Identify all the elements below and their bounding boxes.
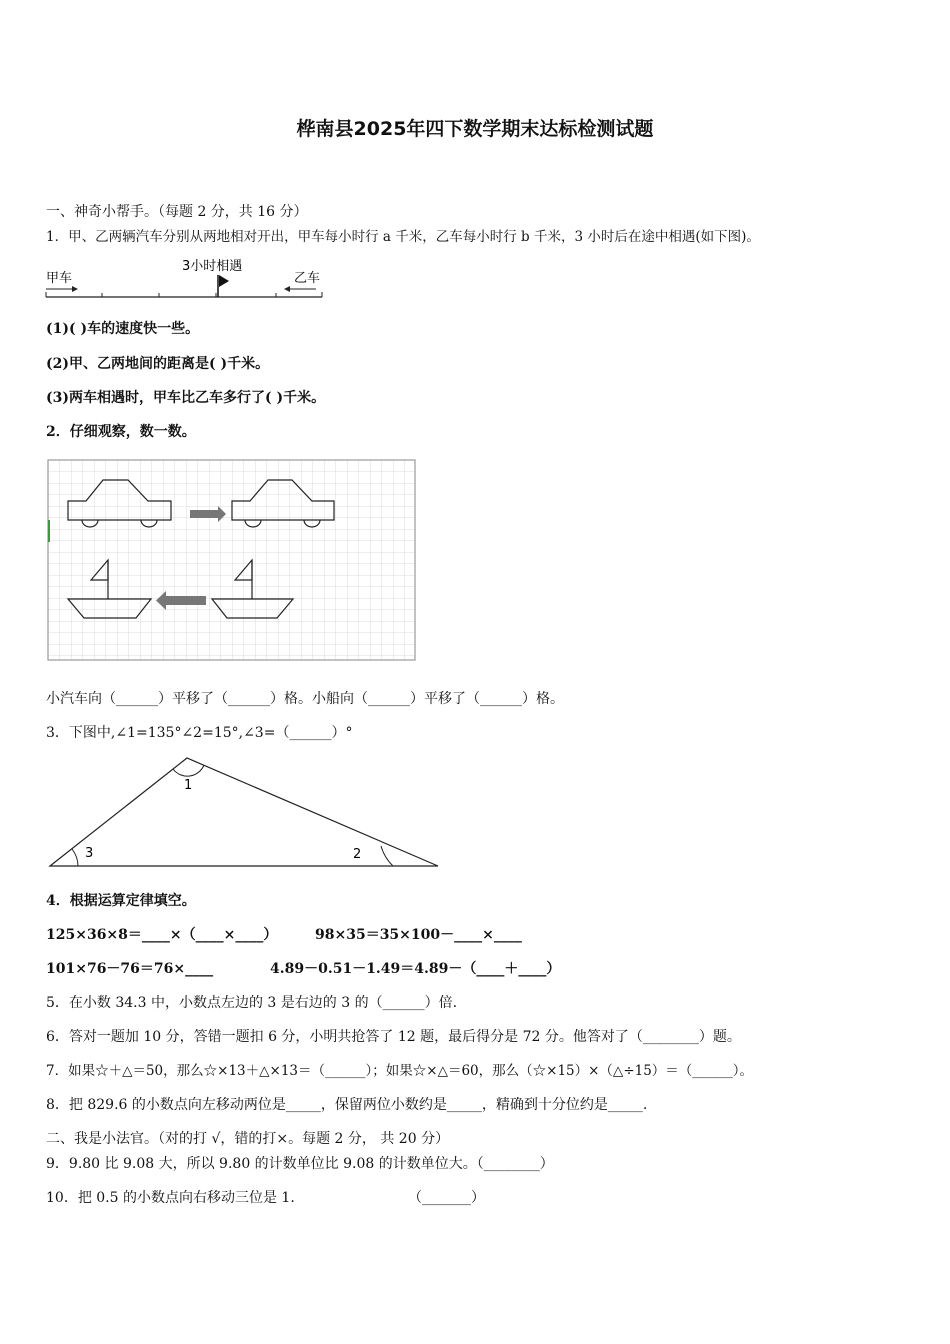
- page-title: 桦南县2025年四下数学期末达标检测试题: [296, 118, 654, 140]
- question-1-part-1: (1)( )车的速度快一些。: [46, 321, 200, 337]
- car-a-label: 甲车: [46, 271, 73, 286]
- question-2-answer: 小汽车向（______）平移了（______）格。小船向（______）平移了（______）格。: [46, 691, 564, 707]
- question-1-part-2: (2)甲、乙两地间的距离是( )千米。: [46, 356, 270, 372]
- question-8: 8．把 829.6 的小数点向左移动两位是_____，保留两位小数约是_____，精确到十分位约是_____.: [46, 1097, 648, 1113]
- question-4-row-1b: 98×35＝35×100－____×____: [315, 927, 522, 943]
- triangle-figure: [48, 756, 440, 868]
- section-2-heading: 二、我是小法官。（对的打 √，错的打×。每题 2 分， 共 20 分）: [46, 1131, 450, 1147]
- question-1-part-3: (3)两车相遇时，甲车比乙车多行了( )千米。: [46, 390, 326, 406]
- car-b-label: 乙车: [294, 271, 321, 286]
- meeting-diagram: [44, 255, 334, 305]
- translation-grid: [48, 460, 416, 661]
- angle-2-label: 2: [353, 847, 362, 862]
- angle-3-label: 3: [85, 846, 94, 861]
- question-3: 3．下图中,∠1=135°∠2=15°,∠3=（______）°: [46, 725, 353, 741]
- question-6: 6．答对一题加 10 分，答错一题扣 6 分，小明共抢答了 12 题，最后得分是 72 分。他答对了（________）题。: [46, 1029, 741, 1045]
- question-7: 7．如果☆＋△＝50，那么☆×13＋△×13＝（______）；如果☆×△＝60，那么（☆×15）×（△÷15）＝（______）。: [46, 1063, 754, 1079]
- question-1: 1．甲、乙两辆汽车分别从两地相对开出，甲车每小时行 a 千米，乙车每小时行 b 千米，3 小时后在途中相遇(如下图)。: [46, 229, 760, 245]
- question-4-row-2b: 4.89－0.51－1.49＝4.89－（____＋____）: [270, 961, 561, 977]
- meeting-label: 3小时相遇: [182, 259, 243, 274]
- question-2: 2．仔细观察，数一数。: [46, 424, 196, 440]
- angle-1-label: 1: [184, 778, 193, 793]
- question-4: 4．根据运算定律填空。: [46, 893, 196, 909]
- question-10-answer: （_______）: [408, 1190, 485, 1206]
- question-4-row-1a: 125×36×8＝____×（____×____）: [46, 927, 278, 943]
- question-9: 9．9.80 比 9.08 大，所以 9.80 的计数单位比 9.08 的计数单位大。（________）: [46, 1156, 554, 1172]
- section-1-heading: 一、神奇小帮手。（每题 2 分，共 16 分）: [46, 204, 308, 220]
- question-5: 5．在小数 34.3 中，小数点左边的 3 是右边的 3 的（______）倍.: [46, 995, 458, 1011]
- question-10: 10．把 0.5 的小数点向右移动三位是 1.: [46, 1190, 295, 1206]
- question-4-row-2a: 101×76－76＝76×____: [46, 961, 214, 977]
